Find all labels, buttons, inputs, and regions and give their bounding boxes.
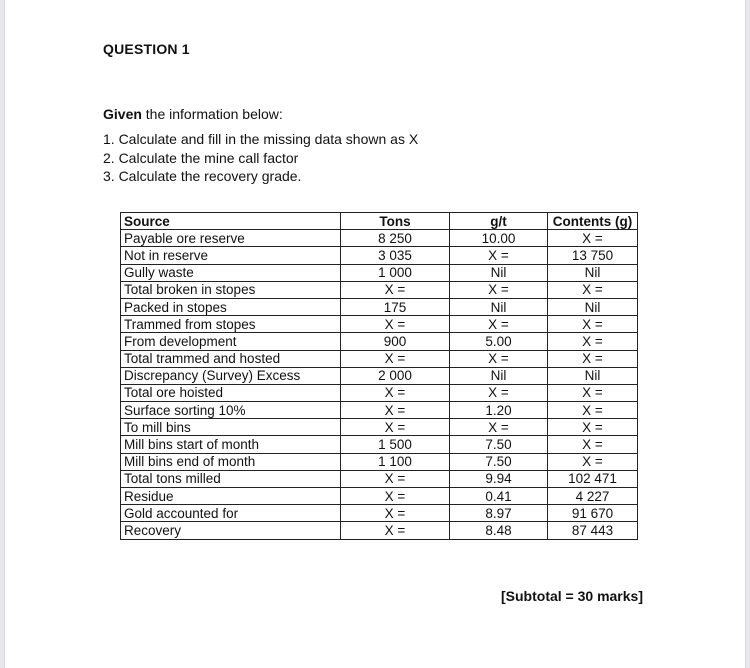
table-cell: X = — [450, 350, 548, 367]
table-cell: Nil — [548, 298, 638, 315]
table-cell: Nil — [450, 298, 548, 315]
table-cell: Total broken in stopes — [121, 281, 341, 298]
table-cell: 4 227 — [548, 488, 638, 505]
table-cell: X = — [548, 402, 638, 419]
table-cell: 3 035 — [341, 247, 450, 264]
subtotal-marks: [Subtotal = 30 marks] — [501, 588, 643, 604]
table-cell: X = — [341, 419, 450, 436]
table-cell: X = — [341, 350, 450, 367]
table-cell: 8.97 — [450, 505, 548, 522]
table-row — [121, 470, 638, 487]
table-row — [121, 402, 638, 419]
table-cell: 900 — [341, 333, 450, 350]
table-cell: X = — [450, 281, 548, 298]
table-cell: X = — [548, 333, 638, 350]
table-cell: Total tons milled — [121, 470, 341, 487]
table-cell: 0.41 — [450, 488, 548, 505]
table-row — [121, 333, 638, 350]
table-row — [121, 436, 638, 453]
table-row — [121, 488, 638, 505]
table-header-cell: g/t — [450, 213, 548, 230]
table-cell: X = — [548, 316, 638, 333]
table-cell: Mill bins start of month — [121, 436, 341, 453]
intro-text — [103, 106, 283, 122]
table-cell: X = — [341, 384, 450, 401]
table-row — [121, 350, 638, 367]
table-cell: X = — [450, 384, 548, 401]
table-cell: 175 — [341, 298, 450, 315]
table-cell: X = — [450, 247, 548, 264]
table-cell: To mill bins — [121, 419, 341, 436]
table-cell: 8 250 — [341, 230, 450, 247]
task-item: 1. Calculate and fill in the missing data shown as X — [103, 131, 419, 147]
table-cell: X = — [548, 230, 638, 247]
table-row — [121, 316, 638, 333]
intro-bold: Given — [103, 106, 142, 122]
table-cell: From development — [121, 333, 341, 350]
table-cell: X = — [548, 350, 638, 367]
table-cell: Nil — [548, 264, 638, 281]
table-cell: Nil — [450, 367, 548, 384]
table-header-cell: Source — [121, 213, 341, 230]
table-cell: 10.00 — [450, 230, 548, 247]
table-row — [121, 298, 638, 315]
table-row — [121, 230, 638, 247]
table-cell: X = — [341, 470, 450, 487]
table-cell: 7.50 — [450, 436, 548, 453]
task-item: 2. Calculate the mine call factor — [103, 149, 299, 166]
table-cell: X = — [341, 316, 450, 333]
table-header-cell: Tons — [341, 213, 450, 230]
table-row — [121, 505, 638, 522]
table-cell: Mill bins end of month — [121, 453, 341, 470]
table-cell: X = — [341, 488, 450, 505]
table-cell: 7.50 — [450, 453, 548, 470]
table-cell: 9.94 — [450, 470, 548, 487]
table-cell: Gold accounted for — [121, 505, 341, 522]
table-cell: 5.00 — [450, 333, 548, 350]
intro-rest: the information below: — [141, 106, 283, 122]
table-cell: Not in reserve — [121, 247, 341, 264]
table-header-cell: Contents (g) — [548, 213, 638, 230]
table-cell: Total trammed and hosted — [121, 350, 341, 367]
question-title: QUESTION 1 — [103, 41, 190, 57]
table-cell: Recovery — [121, 522, 341, 539]
table-cell: Total ore hoisted — [121, 384, 341, 401]
table-cell: 1 500 — [341, 436, 450, 453]
table-cell: 8.48 — [450, 522, 548, 539]
table-cell: X = — [548, 281, 638, 298]
table-cell: 2 000 — [341, 367, 450, 384]
table-cell: 91 670 — [548, 505, 638, 522]
table-cell: X = — [341, 281, 450, 298]
table-cell: 13 750 — [548, 247, 638, 264]
table-cell: Trammed from stopes — [121, 316, 341, 333]
task-item: 3. Calculate the recovery grade. — [103, 168, 302, 184]
table-cell: X = — [548, 419, 638, 436]
table-row — [121, 384, 638, 401]
table-row — [121, 522, 638, 539]
table-cell: 1 000 — [341, 264, 450, 281]
table-row — [121, 247, 638, 264]
table-cell: 102 471 — [548, 470, 638, 487]
table-cell: 1 100 — [341, 453, 450, 470]
table-row — [121, 453, 638, 470]
table-cell: X = — [450, 316, 548, 333]
table-row — [121, 264, 638, 281]
table-cell: Nil — [548, 367, 638, 384]
data-table — [120, 212, 638, 540]
table-cell: X = — [341, 522, 450, 539]
table-cell: 87 443 — [548, 522, 638, 539]
table-cell: Packed in stopes — [121, 298, 341, 315]
table-cell: X = — [548, 436, 638, 453]
table-row — [121, 367, 638, 384]
table-cell: X = — [548, 453, 638, 470]
table-cell: Surface sorting 10% — [121, 402, 341, 419]
table-row — [121, 281, 638, 298]
table-cell: X = — [341, 505, 450, 522]
table-cell: X = — [548, 384, 638, 401]
document-page — [4, 0, 746, 668]
table-cell: Payable ore reserve — [121, 230, 341, 247]
table-cell: Gully waste — [121, 264, 341, 281]
table-cell: Discrepancy (Survey) Excess — [121, 367, 341, 384]
table-header-row — [121, 213, 638, 230]
table-row — [121, 419, 638, 436]
table-cell: X = — [450, 419, 548, 436]
table-cell: Residue — [121, 488, 341, 505]
task-list — [103, 130, 418, 186]
table-body — [121, 213, 638, 540]
table-cell: Nil — [450, 264, 548, 281]
table-cell: 1.20 — [450, 402, 548, 419]
table-cell: X = — [341, 402, 450, 419]
